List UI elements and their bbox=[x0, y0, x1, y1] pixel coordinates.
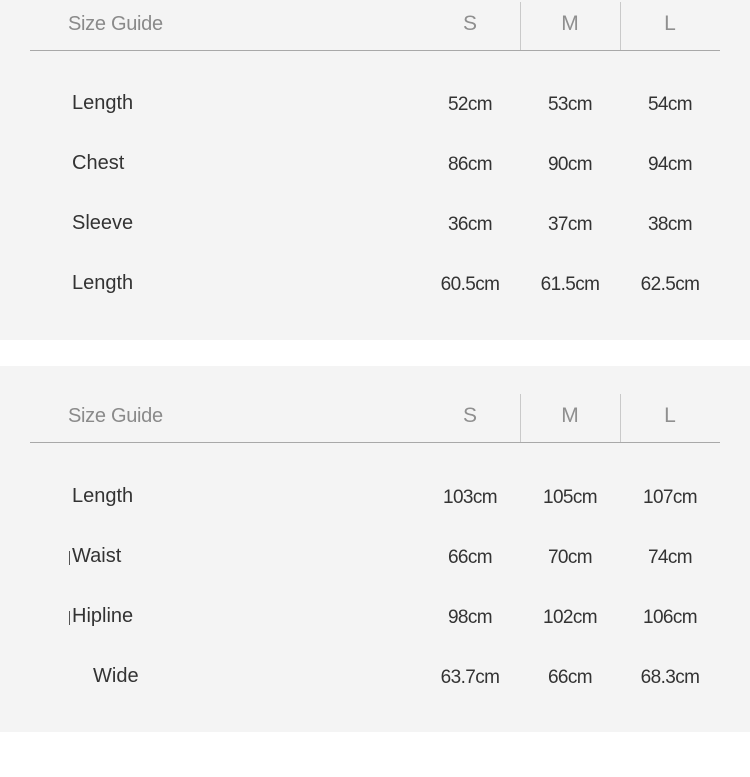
cell-l: 106cm bbox=[642, 607, 698, 628]
cell-l: 74cm bbox=[647, 547, 693, 568]
row-label: Length bbox=[72, 272, 134, 294]
table-row bbox=[0, 597, 750, 637]
cell-l: 68.3cm bbox=[640, 667, 700, 688]
row-label: Sleeve bbox=[72, 212, 134, 234]
size-guide-header bbox=[0, 0, 750, 50]
row-label: Length bbox=[72, 485, 134, 507]
cell-l: 62.5cm bbox=[640, 274, 700, 295]
table-row bbox=[0, 477, 750, 517]
cell-s: 66cm bbox=[447, 547, 493, 568]
cell-m: 66cm bbox=[547, 667, 593, 688]
cell-m: 102cm bbox=[542, 607, 598, 628]
size-guide-table-bottom bbox=[0, 366, 750, 732]
size-column-s: S bbox=[462, 12, 477, 35]
cell-m: 53cm bbox=[547, 94, 593, 115]
header-divider bbox=[30, 50, 720, 51]
size-guide-table-top bbox=[0, 0, 750, 340]
size-guide-header bbox=[0, 392, 750, 442]
cell-s: 103cm bbox=[442, 487, 498, 508]
cell-s: 60.5cm bbox=[440, 274, 500, 295]
table-row bbox=[0, 657, 750, 697]
row-label: Hipline bbox=[72, 605, 134, 627]
size-guide-title: Size Guide bbox=[68, 405, 163, 427]
cell-s: 36cm bbox=[447, 214, 493, 235]
cell-s: 63.7cm bbox=[440, 667, 500, 688]
cell-l: 54cm bbox=[647, 94, 693, 115]
size-column-l: L bbox=[664, 12, 676, 35]
table-row bbox=[0, 204, 750, 244]
cell-s: 86cm bbox=[447, 154, 493, 175]
row-label: Waist bbox=[72, 545, 122, 567]
size-column-m: M bbox=[561, 12, 579, 35]
cell-l: 38cm bbox=[647, 214, 693, 235]
table-row bbox=[0, 84, 750, 124]
cell-l: 94cm bbox=[647, 154, 693, 175]
size-column-l: L bbox=[664, 404, 676, 427]
cell-m: 105cm bbox=[542, 487, 598, 508]
cell-m: 61.5cm bbox=[540, 274, 600, 295]
size-guide-title: Size Guide bbox=[68, 13, 163, 35]
header-divider bbox=[30, 442, 720, 443]
cell-m: 90cm bbox=[547, 154, 593, 175]
row-label: Chest bbox=[72, 152, 125, 174]
cell-l: 107cm bbox=[642, 487, 698, 508]
cell-s: 98cm bbox=[447, 607, 493, 628]
cell-m: 37cm bbox=[547, 214, 593, 235]
table-row bbox=[0, 264, 750, 304]
row-label: Length bbox=[72, 92, 134, 114]
cell-m: 70cm bbox=[547, 547, 593, 568]
table-row bbox=[0, 537, 750, 577]
table-row bbox=[0, 144, 750, 184]
row-label: Wide bbox=[93, 665, 139, 687]
size-column-s: S bbox=[462, 404, 477, 427]
size-column-m: M bbox=[561, 404, 579, 427]
cell-s: 52cm bbox=[447, 94, 493, 115]
